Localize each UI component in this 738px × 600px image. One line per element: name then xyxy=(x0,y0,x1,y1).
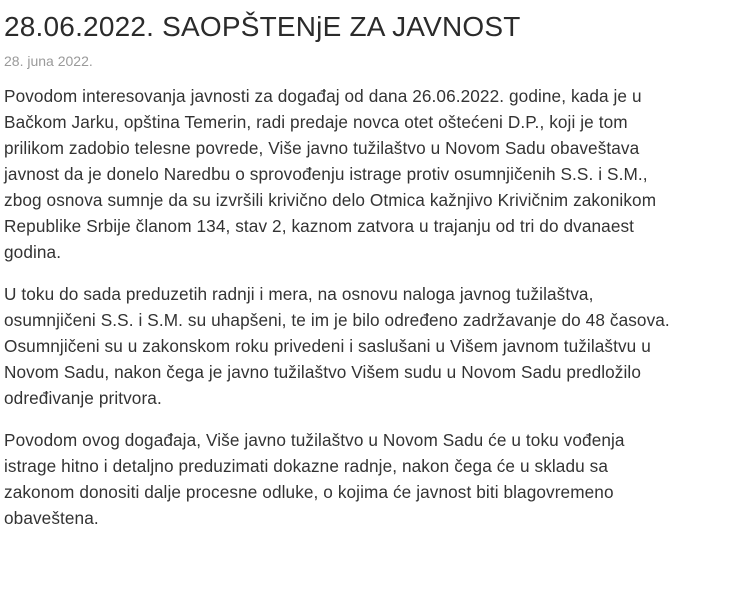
paragraph-line: prilikom zadobio telesne povrede, Više javno tužilaštvo u Novom Sadu obaveštava xyxy=(4,138,640,158)
paragraph-line: Osumnjičeni su u zakonskom roku privedeni i saslušani u Višem javnom tužilaštvu u xyxy=(4,336,651,356)
press-release-article xyxy=(4,0,734,531)
paragraph-line: javnost da je donelo Naredbu o sprovođenju istrage protiv osumnjičenih S.S. i S.M., xyxy=(4,164,648,184)
paragraph-line: Povodom ovog događaja, Više javno tužilaštvo u Novom Sadu će u toku vođenja xyxy=(4,430,625,450)
paragraph-line: Bačkom Jarku, opština Temerin, radi predaje novca otet oštećeni D.P., koji je tom xyxy=(4,112,628,132)
paragraph-2 xyxy=(4,281,734,411)
paragraph-line: zakonom donositi dalje procesne odluke, o kojima će javnost biti blagovremeno xyxy=(4,482,614,502)
paragraph-line: U toku do sada preduzetih radnji i mera, na osnovu naloga javnog tužilaštva, xyxy=(4,284,594,304)
publish-date: 28. juna 2022. xyxy=(4,53,93,69)
paragraph-line: godina. xyxy=(4,242,62,262)
paragraph-line: određivanje pritvora. xyxy=(4,388,162,408)
paragraph-line: obaveštena. xyxy=(4,508,99,528)
paragraph-line: zbog osnova sumnje da su izvršili krivično delo Otmica kažnjivo Krivičnim zakonikom xyxy=(4,190,657,210)
paragraph-line: Novom Sadu, nakon čega je javno tužilaštvo Višem sudu u Novom Sadu predložilo xyxy=(4,362,641,382)
paragraph-line: Republike Srbije članom 134, stav 2, kaznom zatvora u trajanju od tri do dvanaest xyxy=(4,216,635,236)
paragraph-1 xyxy=(4,83,734,265)
page-title: 28.06.2022. SAOPŠTENjE ZA JAVNOST xyxy=(4,11,521,42)
paragraph-line: istrage hitno i detaljno preduzimati dokazne radnje, nakon čega će u skladu sa xyxy=(4,456,609,476)
paragraph-line: Povodom interesovanja javnosti za događaj od dana 26.06.2022. godine, kada je u xyxy=(4,86,642,106)
paragraph-3 xyxy=(4,427,734,531)
paragraph-line: osumnjičeni S.S. i S.M. su uhapšeni, te im je bilo određeno zadržavanje do 48 časova. xyxy=(4,310,670,330)
